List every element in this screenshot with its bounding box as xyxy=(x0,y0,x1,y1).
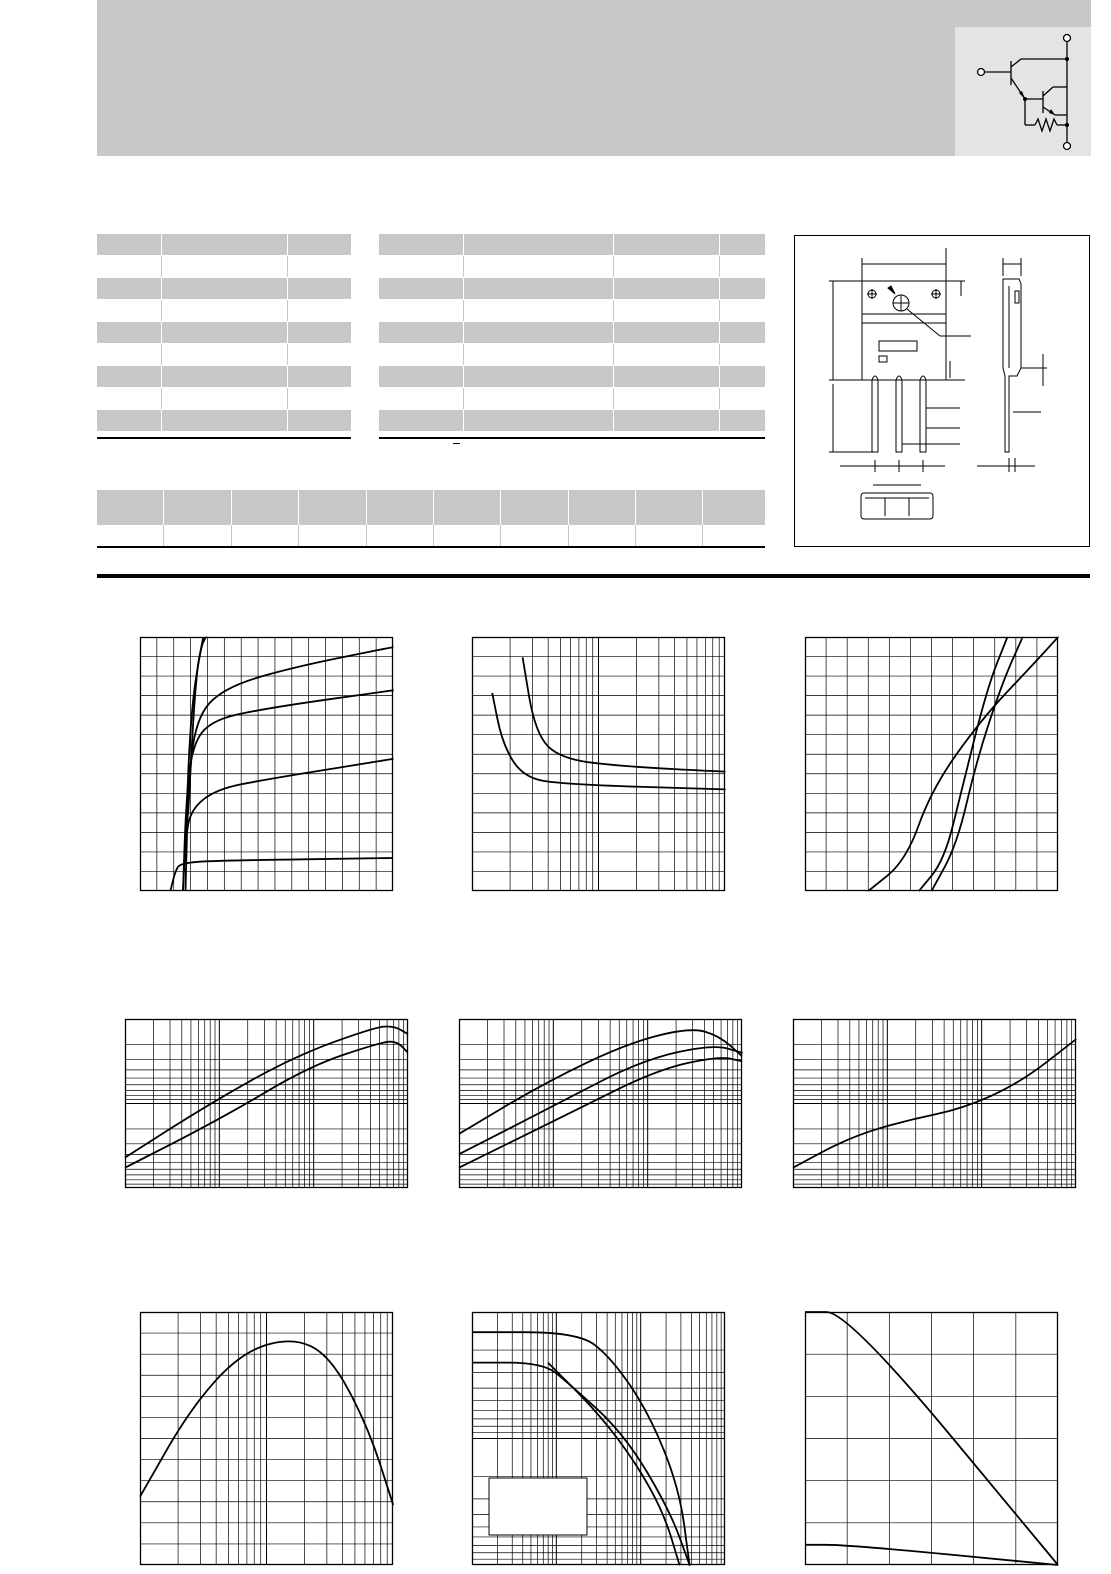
series-line-2 xyxy=(125,1042,408,1168)
series-line-1 xyxy=(868,637,1058,891)
table-row xyxy=(97,388,351,410)
hfe-rank-table xyxy=(97,490,765,546)
chart-7 xyxy=(140,1312,393,1565)
table-row xyxy=(97,366,351,388)
series-line-1 xyxy=(492,693,725,790)
table-row xyxy=(379,366,765,388)
symbol-box xyxy=(955,27,1091,156)
chart-plot-area xyxy=(793,1019,1076,1188)
chart-plot-area xyxy=(472,1312,725,1565)
table-row xyxy=(97,344,351,366)
chart-plot-area xyxy=(805,1312,1058,1565)
table-row xyxy=(379,344,765,366)
legend-box xyxy=(489,1478,587,1535)
table-row xyxy=(379,234,765,256)
series-line-2 xyxy=(459,1047,742,1154)
table-row xyxy=(97,322,351,344)
to-3p-package-outline-icon xyxy=(795,236,1091,548)
table-row xyxy=(379,300,765,322)
table-row xyxy=(379,278,765,300)
section-divider xyxy=(97,574,1090,578)
table-row xyxy=(97,300,351,322)
table-row xyxy=(97,234,351,256)
chart-5 xyxy=(459,1019,742,1188)
series-line-4 xyxy=(186,647,394,891)
chart-1 xyxy=(140,637,393,891)
chart-4 xyxy=(125,1019,408,1188)
chart-9 xyxy=(805,1312,1058,1565)
ratings-table xyxy=(97,234,351,432)
table-row xyxy=(97,525,765,546)
package-outline-box xyxy=(794,235,1090,547)
chart-plot-area xyxy=(140,637,393,891)
table-row xyxy=(97,278,351,300)
chart-plot-area xyxy=(805,637,1058,891)
footnote-mark xyxy=(453,443,460,444)
table-row xyxy=(379,256,765,278)
chart-2 xyxy=(472,637,725,891)
series-line-2 xyxy=(919,637,1008,891)
hfe-table-rule xyxy=(97,546,765,548)
table-row xyxy=(97,490,765,525)
chart-plot-area xyxy=(472,637,725,891)
chart-3 xyxy=(805,637,1058,891)
table-row xyxy=(97,256,351,278)
chart-6 xyxy=(793,1019,1076,1188)
table-row xyxy=(97,410,351,432)
table-row xyxy=(379,322,765,344)
chart-8 xyxy=(472,1312,725,1565)
header-band xyxy=(97,0,1091,156)
chart-plot-area xyxy=(125,1019,408,1188)
characteristics-table xyxy=(379,234,765,432)
table-row xyxy=(379,388,765,410)
chart-plot-area xyxy=(140,1312,393,1565)
darlington-transistor-symbol-icon xyxy=(955,27,1091,156)
table-row xyxy=(379,410,765,432)
characteristics-table-rule xyxy=(379,437,765,439)
series-line-3 xyxy=(459,1058,742,1168)
ratings-table-rule xyxy=(97,437,351,439)
chart-plot-area xyxy=(459,1019,742,1188)
